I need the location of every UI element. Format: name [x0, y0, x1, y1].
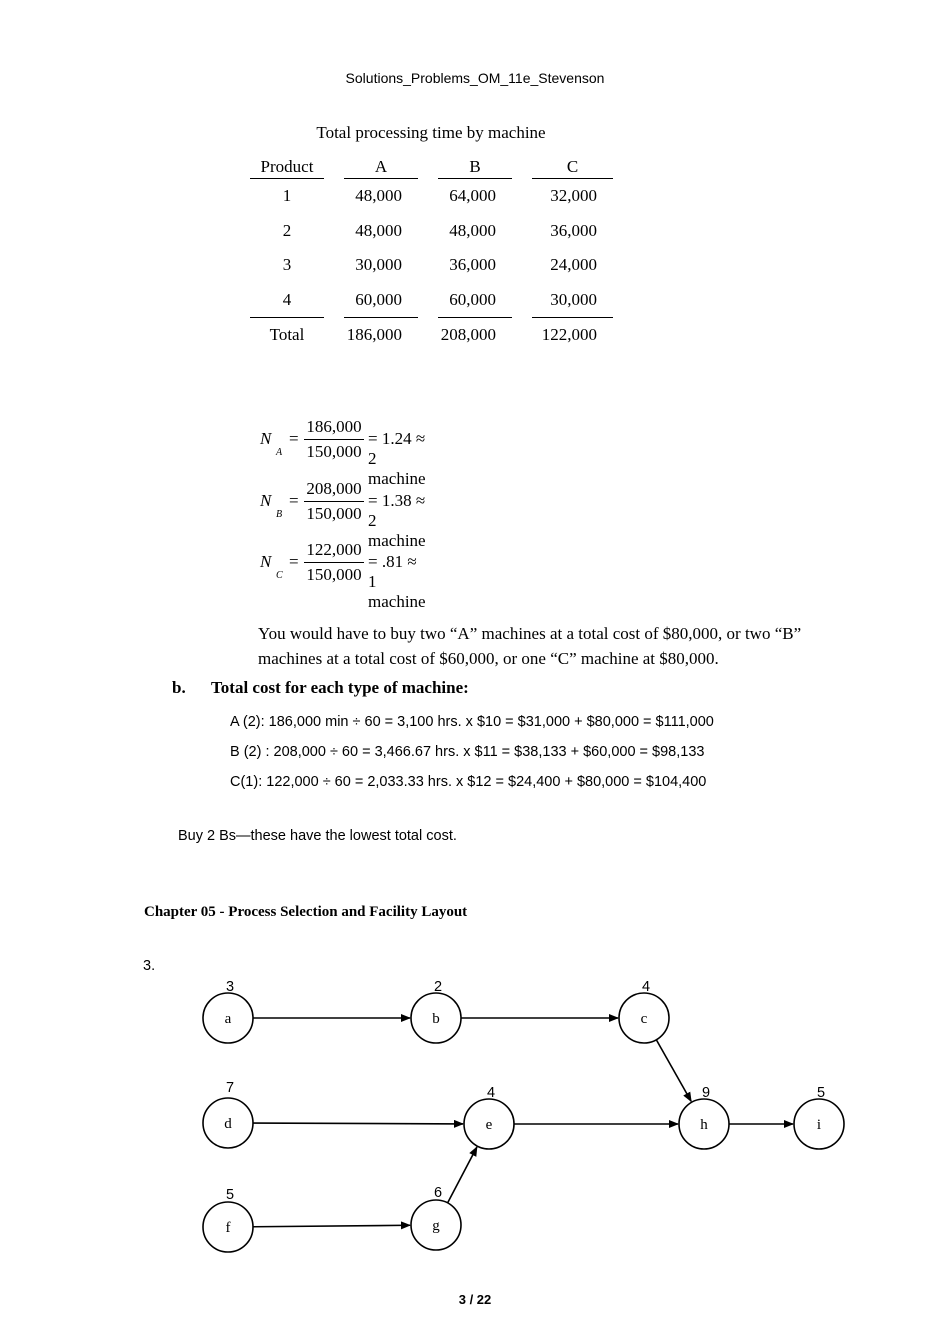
column-header-b: B	[438, 155, 512, 179]
total-label: Total	[269, 325, 305, 345]
node-d	[203, 1080, 253, 1148]
node-label: e	[485, 1117, 493, 1133]
edge-f-g	[253, 1225, 410, 1227]
cost-line-c: C(1): 122,000 ÷ 60 = 2,033.33 hrs. x $12 = $24,400 + $80,000 = $104,400	[230, 774, 707, 790]
column-header-a: A	[344, 155, 418, 179]
equals-sign: =	[289, 552, 299, 571]
chapter-heading: Chapter 05 - Process Selection and Facility Layout	[144, 904, 468, 920]
node-label: i	[816, 1117, 822, 1133]
task-time-label: 5	[225, 1187, 235, 1203]
node-f	[203, 1187, 253, 1252]
product-cell: 1	[282, 186, 292, 206]
equation-subscript: B	[276, 509, 283, 520]
equation-variable: N	[260, 552, 272, 571]
value-cell: 48,000	[355, 186, 402, 206]
fraction-numerator: 186,000	[306, 417, 362, 436]
node-a	[203, 979, 253, 1043]
product-cell: 3	[282, 255, 292, 275]
node-label: b	[432, 1011, 440, 1027]
fraction-numerator: 208,000	[306, 479, 362, 498]
task-time-label: 6	[433, 1185, 443, 1201]
fraction-denominator: 150,000	[306, 504, 362, 523]
task-time-label: 7	[225, 1080, 235, 1096]
node-g	[411, 1185, 461, 1250]
fraction-denominator: 150,000	[306, 442, 362, 461]
value-cell: 60,000	[438, 283, 512, 319]
value-cell: 48,000	[449, 220, 496, 240]
part-b-label: b.	[172, 678, 186, 697]
value-cell: 24,000	[550, 255, 597, 275]
node-b	[411, 979, 461, 1043]
node-label: h	[700, 1117, 708, 1133]
node-e	[464, 1085, 514, 1149]
table-title: Total processing time by machine	[316, 123, 546, 142]
node-i	[794, 1085, 844, 1149]
fraction-denominator: 150,000	[306, 565, 362, 584]
edge-g-e	[448, 1147, 477, 1203]
column-header-product: Product	[250, 155, 324, 179]
task-time-label: 4	[486, 1085, 496, 1101]
value-cell: 48,000	[355, 220, 402, 240]
equation-result: = .81 ≈ 1 machine	[368, 552, 426, 611]
node-label: c	[640, 1011, 648, 1027]
value-cell: 30,000	[355, 255, 402, 275]
value-cell: 30,000	[532, 283, 613, 319]
value-cell: 64,000	[449, 186, 496, 206]
equation-subscript: C	[276, 570, 283, 581]
value-cell: 36,000	[550, 220, 597, 240]
product-cell: 4	[250, 283, 324, 319]
equation-result: = 1.38 ≈ 2 machine	[368, 491, 426, 550]
node-c	[619, 979, 669, 1043]
total-cell: 186,000	[346, 325, 402, 345]
total-cell: 208,000	[440, 325, 496, 345]
edge-c-h	[656, 1040, 691, 1102]
page-number: 3 / 22	[458, 1292, 492, 1307]
value-cell: 36,000	[449, 255, 496, 275]
value-cell: 60,000	[344, 283, 418, 319]
node-label: a	[224, 1011, 232, 1027]
task-time-label: 9	[701, 1085, 711, 1101]
cost-line-b: B (2) : 208,000 ÷ 60 = 3,466.67 hrs. x $11 = $38,133 + $60,000 = $98,133	[230, 744, 705, 760]
product-cell: 2	[282, 220, 292, 240]
node-label: d	[224, 1116, 232, 1132]
node-label: g	[432, 1218, 440, 1234]
task-time-label: 5	[816, 1085, 826, 1101]
column-header-c: C	[532, 155, 613, 179]
task-time-label: 2	[433, 979, 443, 995]
fraction-numerator: 122,000	[306, 540, 362, 559]
cost-line-a: A (2): 186,000 min ÷ 60 = 3,100 hrs. x $10 = $31,000 + $80,000 = $111,000	[230, 714, 714, 730]
edge-d-e	[253, 1123, 463, 1124]
conclusion-text: Buy 2 Bs—these have the lowest total cost.	[178, 828, 457, 844]
page-header: Solutions_Problems_OM_11e_Stevenson	[345, 70, 605, 86]
equation-result: = 1.24 ≈ 2 machine	[368, 429, 426, 488]
node-label: f	[225, 1220, 231, 1236]
part-b-title: Total cost for each type of machine:	[211, 678, 469, 697]
equation-subscript: A	[276, 447, 283, 458]
equals-sign: =	[289, 429, 299, 448]
total-cell: 122,000	[541, 325, 597, 345]
task-time-label: 3	[225, 979, 235, 995]
value-cell: 32,000	[550, 186, 597, 206]
machine-cost-paragraph: You would have to buy two “A” machines at a total cost of $80,000, or two “B” machines at a total cost of $60,000, or one “C” machine at $80,000.	[258, 624, 802, 668]
task-time-label: 4	[641, 979, 651, 995]
equation-variable: N	[260, 491, 272, 510]
problem-number: 3.	[143, 958, 156, 974]
equals-sign: =	[289, 491, 299, 510]
equation-variable: N	[260, 429, 272, 448]
